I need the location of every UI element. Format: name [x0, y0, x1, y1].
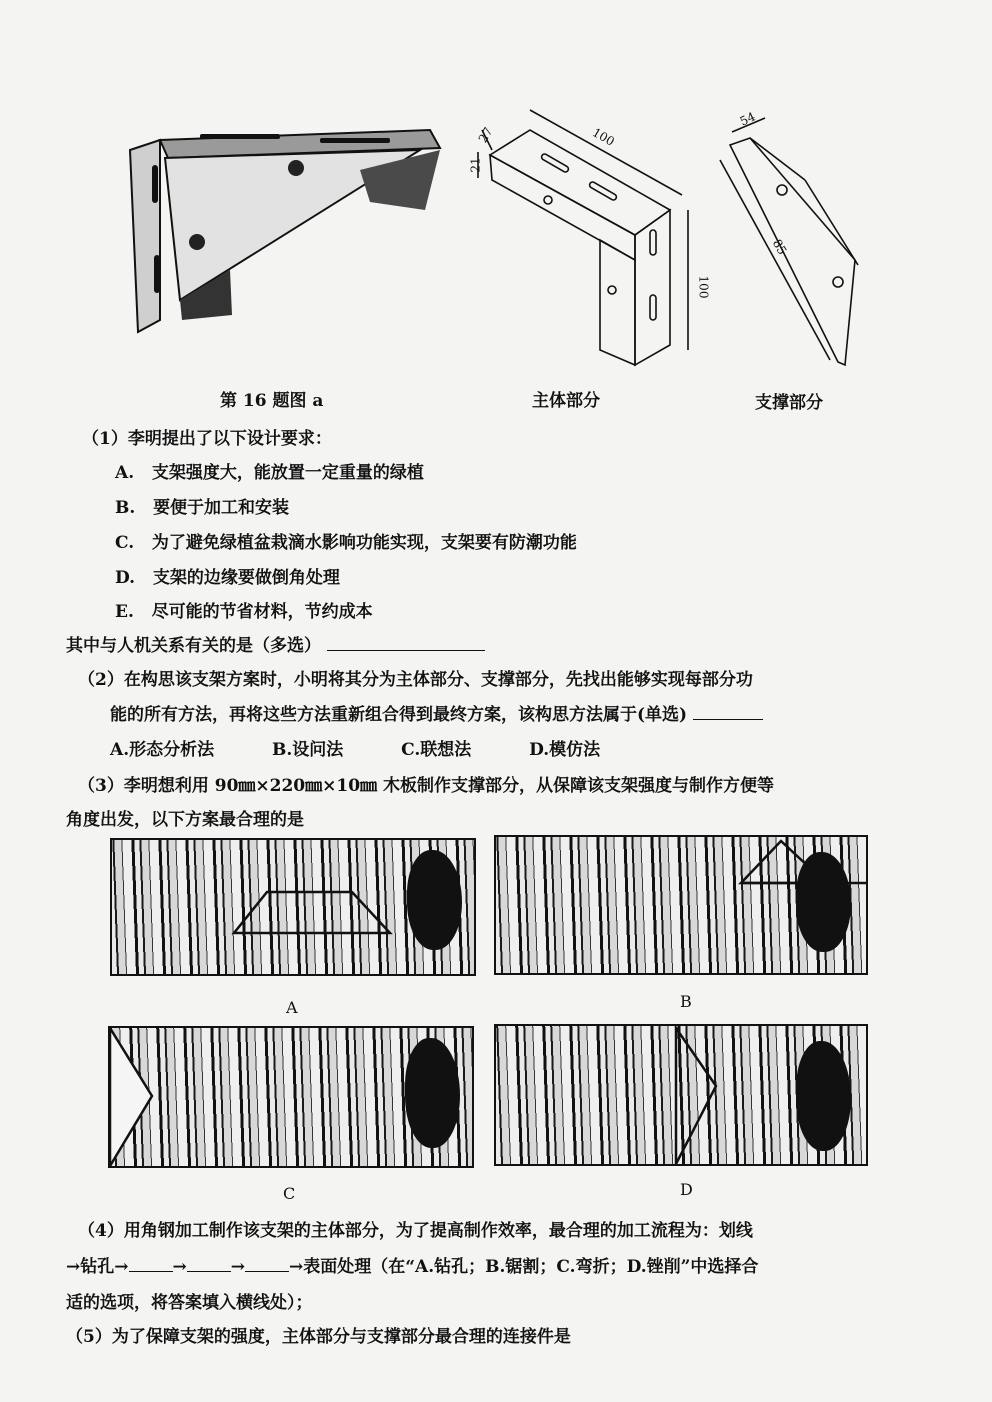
dim-27: 27: [475, 124, 496, 146]
dim-85: 85: [769, 236, 790, 258]
label-d: D: [680, 1180, 693, 1199]
board-option-b: [494, 835, 868, 975]
q1-stem: （1）李明提出了以下设计要求：: [82, 429, 332, 449]
q3-line1: （3）李明想利用 90㎜×220㎜×10㎜ 木板制作支撑部分，从保障该支架强度与制作方便等: [78, 776, 774, 796]
q1-ask: 其中与人机关系有关的是（多选）: [66, 631, 485, 656]
label-b: B: [680, 992, 692, 1011]
board-option-d: [494, 1024, 868, 1166]
q2-answer-blank[interactable]: [693, 705, 763, 720]
board-option-a: [110, 838, 476, 976]
label-c: C: [283, 1184, 296, 1203]
q4-line1: （4）用角钢加工制作该支架的主体部分，为了提高制作效率，最合理的加工流程为：划线: [78, 1221, 753, 1241]
q2-option-c: C.联想法: [401, 740, 472, 760]
q1-answer-blank[interactable]: [327, 636, 485, 651]
q1-option-c: C. 为了避免绿植盆栽滴水影响功能实现，支架要有防潮功能: [115, 533, 577, 553]
dim-100-side: 100: [696, 275, 711, 299]
q5-line1: （5）为了保障支架的强度，主体部分与支撑部分最合理的连接件是: [66, 1327, 571, 1347]
q2-option-d: D.模仿法: [529, 740, 601, 760]
dim-100-top: 100: [590, 125, 617, 149]
q4-blank-3[interactable]: [245, 1257, 289, 1272]
caption-main-part: 主体部分: [532, 391, 600, 411]
q4-line3: 适的选项，将答案填入横线处）；: [66, 1293, 313, 1313]
main-part-drawing: [468, 100, 711, 370]
q2-options: [110, 735, 600, 760]
q2-option-a: A.形态分析法: [110, 740, 215, 760]
bracket-photo: [120, 120, 450, 340]
q1-option-e: E. 尽可能的节省材料，节约成本: [115, 602, 373, 622]
q1-option-b: B. 要便于加工和安装: [115, 498, 290, 518]
q1-option-a: A. 支架强度大，能放置一定重量的绿植: [115, 463, 424, 483]
q2-line1: （2）在构思该支架方案时，小明将其分为主体部分、支撑部分，先找出能够实现每部分功: [78, 670, 753, 690]
caption-support-part: 支撑部分: [755, 393, 823, 413]
board-option-c: [108, 1026, 474, 1168]
q2-option-b: B.设问法: [271, 740, 344, 760]
label-a: A: [286, 998, 298, 1017]
q3-line2: 角度出发，以下方案最合理的是: [66, 810, 304, 830]
q1-option-d: D. 支架的边缘要做倒角处理: [115, 568, 340, 588]
caption-fig-a: 第 16 题图 a: [220, 391, 324, 411]
q4-line2: →钻孔→ → → →表面处理（在“A.钻孔；B.锯割；C.弯折；D.锉削”中选择合: [66, 1257, 759, 1277]
q4-blank-1[interactable]: [129, 1257, 173, 1272]
dim-54: 54: [737, 109, 758, 129]
dim-21: 21: [468, 157, 483, 173]
q2-line2: 能的所有方法，再将这些方法重新组合得到最终方案，该构思方法属于(单选): [110, 700, 763, 725]
support-part-drawing: [710, 110, 880, 370]
q4-blank-2[interactable]: [187, 1257, 231, 1272]
